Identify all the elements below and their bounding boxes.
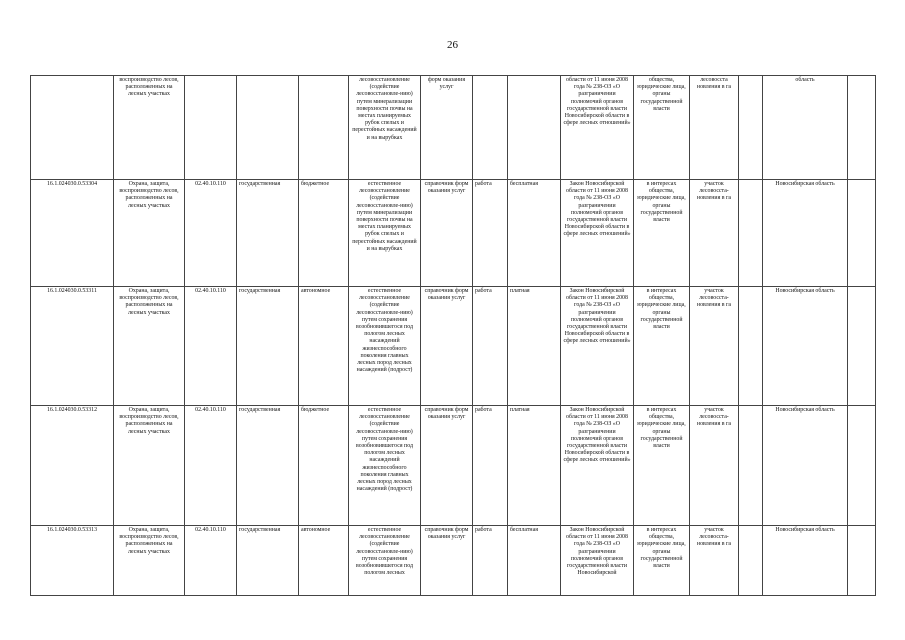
work-kind: работа (473, 406, 508, 526)
consumer-category: в интересах общества, юридические лица, органы государственной власти (634, 180, 690, 287)
table-row (31, 406, 876, 526)
volume-indicator: участок лесовосста-новления в га (690, 526, 739, 596)
region-name: область (763, 76, 848, 180)
region-name: Новосибирская область (763, 180, 848, 287)
table-row (31, 76, 876, 180)
volume-indicator: участок лесовосста-новления в га (690, 287, 739, 406)
institution-type: автономное (299, 526, 349, 596)
volume-indicator: лесовосста новления в га (690, 76, 739, 180)
payment-type: платная (508, 406, 561, 526)
okved-code: 02.40.10.110 (185, 406, 237, 526)
institution-type: бюджетное (299, 406, 349, 526)
work-content: естественное лесовосстановление (содействие лесовосстановле-нию) путем сохранения возобновившегося под пологом лесных насаждений жизнеспособного поколения главных лесных пород лесных насаждений (подрост) (349, 406, 421, 526)
institution-owner (237, 76, 299, 180)
region-name: Новосибирская область (763, 287, 848, 406)
record-name: Охрана, защита, воспроизводство лесов, расположенных на лесных участках (114, 406, 185, 526)
work-kind: работа (473, 526, 508, 596)
work-content: естественное лесовосстановление (содействие лесовосстановле-нию) путем минерализации поверхности почвы на местах планируемых рубок спелых и перестойных насаждений и на вырубках (349, 180, 421, 287)
record-name: Охрана, защита, воспроизводство лесов, расположенных на лесных участках (114, 526, 185, 596)
institution-owner: государственная (237, 526, 299, 596)
empty-cell (848, 526, 876, 596)
institution-type: бюджетное (299, 180, 349, 287)
table-row (31, 287, 876, 406)
payment-type (508, 76, 561, 180)
legal-basis: Закон Новосибирской области от 11 июня 2008 года № 238-ОЗ «О разграничении полномочий органов государственной власти Новосибирской области в сфере лесных отношений» (561, 287, 634, 406)
okved-code (185, 76, 237, 180)
registry-table (30, 75, 876, 596)
record-code: 16.1.024030.0.53304 (31, 180, 114, 287)
table-body (31, 76, 876, 596)
institution-owner: государственная (237, 287, 299, 406)
record-name: Охрана, защита, воспроизводство лесов, расположенных на лесных участках (114, 180, 185, 287)
okved-code: 02.40.10.110 (185, 287, 237, 406)
record-name: воспроизводство лесов, расположенных на лесных участках (114, 76, 185, 180)
institution-type (299, 76, 349, 180)
empty-cell (848, 406, 876, 526)
empty-cell (848, 180, 876, 287)
legal-basis: Закон Новосибирской области от 11 июня 2008 года № 238-ОЗ «О разграничении полномочий органов государственной власти Новосибирской области в сфере лесных отношений» (561, 180, 634, 287)
institution-type: автономное (299, 287, 349, 406)
legal-basis: Закон Новосибирской области от 11 июня 2008 года № 238-ОЗ «О разграничении полномочий органов государственной власти Новосибирской области в сфере лесных отношений» (561, 406, 634, 526)
empty-cell (739, 406, 763, 526)
empty-cell (739, 180, 763, 287)
record-code: 16.1.024030.0.53313 (31, 526, 114, 596)
region-name: Новосибирская область (763, 406, 848, 526)
okved-code: 02.40.10.110 (185, 526, 237, 596)
volume-indicator: участок лесовосста-новления в га (690, 180, 739, 287)
work-content: естественное лесовосстановление (содействие лесовосстановле-нию) путем сохранения возобновившегося под пологом лесных (349, 526, 421, 596)
empty-cell (848, 76, 876, 180)
institution-owner: государственная (237, 180, 299, 287)
provision-form: справочник форм оказания услуг (421, 180, 473, 287)
empty-cell (739, 526, 763, 596)
consumer-category: в интересах общества, юридические лица, органы государственной власти (634, 526, 690, 596)
region-name: Новосибирская область (763, 526, 848, 596)
record-code (31, 76, 114, 180)
volume-indicator: участок лесовосста-новления в га (690, 406, 739, 526)
record-code: 16.1.024030.0.53312 (31, 406, 114, 526)
consumer-category: в интересах общества, юридические лица, органы государственной власти (634, 287, 690, 406)
provision-form: справочник форм оказания услуг (421, 526, 473, 596)
table-row (31, 180, 876, 287)
provision-form: форм оказания услуг (421, 76, 473, 180)
record-name: Охрана, защита, воспроизводство лесов, расположенных на лесных участках (114, 287, 185, 406)
provision-form: справочник форм оказания услуг (421, 406, 473, 526)
okved-code: 02.40.10.110 (185, 180, 237, 287)
work-content: лесовосстановление (содействие лесовосстановле-нию) путем минерализации поверхности почвы на местах планируемых рубок спелых и перестойных насаждений и на вырубках (349, 76, 421, 180)
consumer-category: общества, юридические лица, органы государственной власти (634, 76, 690, 180)
payment-type: платная (508, 287, 561, 406)
consumer-category: в интересах общества, юридические лица, органы государственной власти (634, 406, 690, 526)
work-kind: работа (473, 287, 508, 406)
table-row (31, 526, 876, 596)
provision-form: справочник форм оказания услуг (421, 287, 473, 406)
work-content: естественное лесовосстановление (содействие лесовосстановле-нию) путем сохранения возобновившегося под пологом лесных насаждений жизнеспособного поколения главных лесных пород лесных насаждений (подрост) (349, 287, 421, 406)
empty-cell (848, 287, 876, 406)
institution-owner: государственная (237, 406, 299, 526)
work-kind: работа (473, 180, 508, 287)
record-code: 16.1.024030.0.53311 (31, 287, 114, 406)
legal-basis: Закон Новосибирской области от 11 июня 2008 года № 238-ОЗ «О разграничении полномочий органов государственной власти Новосибирской (561, 526, 634, 596)
empty-cell (739, 76, 763, 180)
payment-type: бесплатная (508, 180, 561, 287)
empty-cell (739, 287, 763, 406)
page-number: 26 (447, 39, 458, 51)
work-kind (473, 76, 508, 180)
legal-basis: области от 11 июня 2008 года № 238-ОЗ «О разграничении полномочий органов государственной власти Новосибирской области в сфере лесных отношений» (561, 76, 634, 180)
payment-type: бесплатная (508, 526, 561, 596)
